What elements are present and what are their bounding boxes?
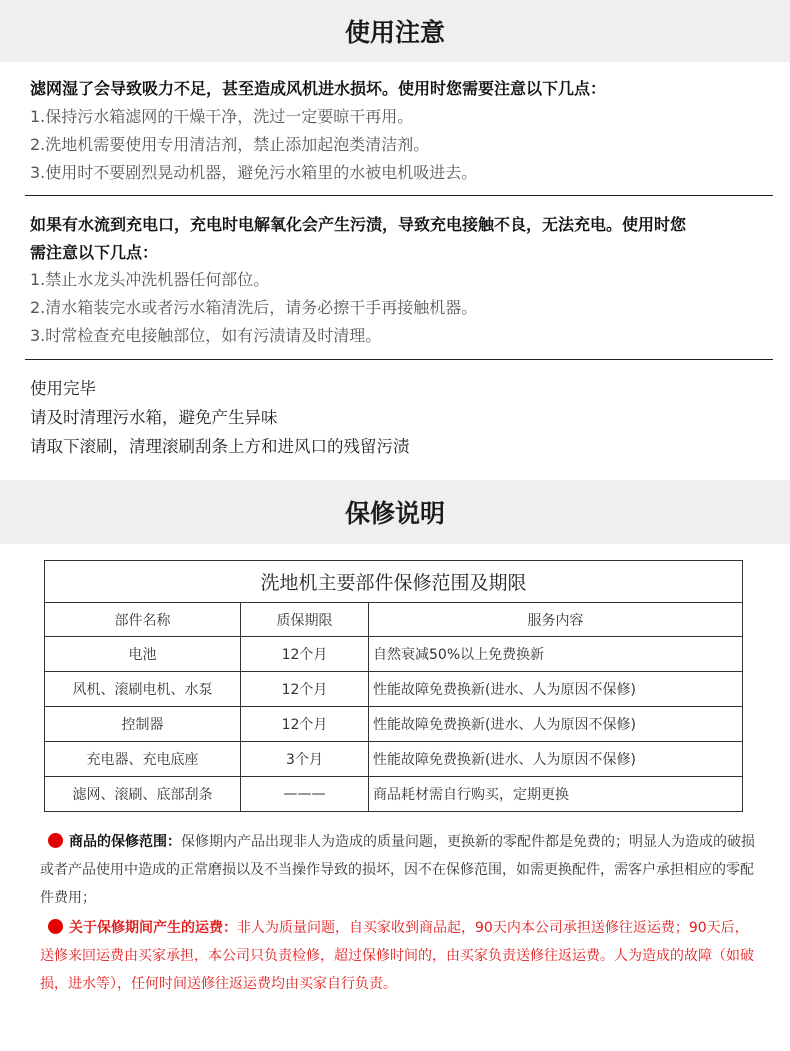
service-cell: 性能故障免费换新(进水、人为原因不保修) [369, 742, 743, 777]
period-cell: 12个月 [241, 637, 369, 672]
usage-notes-title: 使用注意 [344, 18, 445, 47]
service-cell: 性能故障免费换新(进水、人为原因不保修) [369, 707, 743, 742]
warranty-table [44, 560, 743, 812]
warranty-table-caption: 洗地机主要部件保修范围及期限 [45, 561, 743, 603]
table-row [45, 637, 743, 672]
charging-note-item: 1.禁止水龙头冲洗机器任何部位。 [30, 270, 270, 289]
part-name-cell: 风机、滚刷电机、水泵 [45, 672, 241, 707]
column-header-service: 服务内容 [369, 603, 743, 637]
part-name-cell: 控制器 [45, 707, 241, 742]
period-cell: ——— [241, 777, 369, 812]
after-use-item: 请及时清理污水箱，避免产生异味 [30, 408, 278, 427]
part-name-cell: 电池 [45, 637, 241, 672]
shipping-cost-text: 非人为质量问题，自买家收到商品起，90天内本公司承担送修往返运费；90天后，送修来回运费由买家承担，本公司只负责检修，超过保修时间的，由买家负责送修往返运费。人为造成的故障（如破损，进水等），任何时间送修往返运费均由买家自行负责。 [40, 920, 754, 992]
charging-note-item: 2.清水箱装完水或者污水箱清洗后，请务必擦干手再接触机器。 [30, 298, 478, 317]
period-cell: 3个月 [241, 742, 369, 777]
red-bullet-icon [48, 919, 63, 934]
divider [25, 195, 773, 196]
table-row [45, 672, 743, 707]
table-row [45, 742, 743, 777]
divider [25, 359, 773, 360]
part-name-cell: 充电器、充电底座 [45, 742, 241, 777]
filter-note-item: 2.洗地机需要使用专用清洁剂，禁止添加起泡类清洁剂。 [30, 135, 430, 154]
charging-warning-heading-cont: 需注意以下几点： [30, 243, 159, 262]
warranty-scope-note [40, 828, 760, 912]
filter-note-item: 1.保持污水箱滤网的干燥干净，洗过一定要晾干再用。 [30, 107, 414, 126]
warranty-title: 保修说明 [344, 499, 445, 528]
service-cell: 商品耗材需自行购买，定期更换 [369, 777, 743, 812]
red-bullet-icon [48, 833, 63, 848]
warranty-scope-label: 商品的保修范围： [69, 834, 181, 850]
table-row [45, 707, 743, 742]
table-row [45, 777, 743, 812]
charging-warning-heading: 如果有水流到充电口，充电时电解氧化会产生污渍，导致充电接触不良，无法充电。使用时您 [30, 215, 687, 234]
after-use-item: 请取下滚刷，清理滚刷刮条上方和进风口的残留污渍 [30, 437, 410, 456]
section-title-warranty [0, 480, 790, 544]
warranty-scope-text: 保修期内产品出现非人为造成的质量问题，更换新的零配件都是免费的；明显人为造成的破损或者产品使用中造成的正常磨损以及不当操作导致的损坏，因不在保修范围，如需更换配件，需客户承担相应的零配件费用； [40, 834, 755, 906]
filter-note-item: 3.使用时不要剧烈晃动机器，避免污水箱里的水被电机吸进去。 [30, 163, 478, 182]
part-name-cell: 滤网、滚刷、底部刮条 [45, 777, 241, 812]
charging-note-item: 3.时常检查充电接触部位，如有污渍请及时清理。 [30, 326, 382, 345]
shipping-cost-note [40, 914, 760, 998]
period-cell: 12个月 [241, 672, 369, 707]
shipping-cost-label: 关于保修期间产生的运费： [69, 920, 237, 936]
service-cell: 自然衰减50%以上免费换新 [369, 637, 743, 672]
section-title-usage-notes [0, 0, 790, 62]
service-cell: 性能故障免费换新(进水、人为原因不保修) [369, 672, 743, 707]
column-header-period: 质保期限 [241, 603, 369, 637]
filter-warning-heading: 滤网湿了会导致吸力不足，甚至造成风机进水损坏。使用时您需要注意以下几点： [30, 79, 607, 98]
column-header-part: 部件名称 [45, 603, 241, 637]
after-use-heading: 使用完毕 [30, 379, 96, 398]
period-cell: 12个月 [241, 707, 369, 742]
